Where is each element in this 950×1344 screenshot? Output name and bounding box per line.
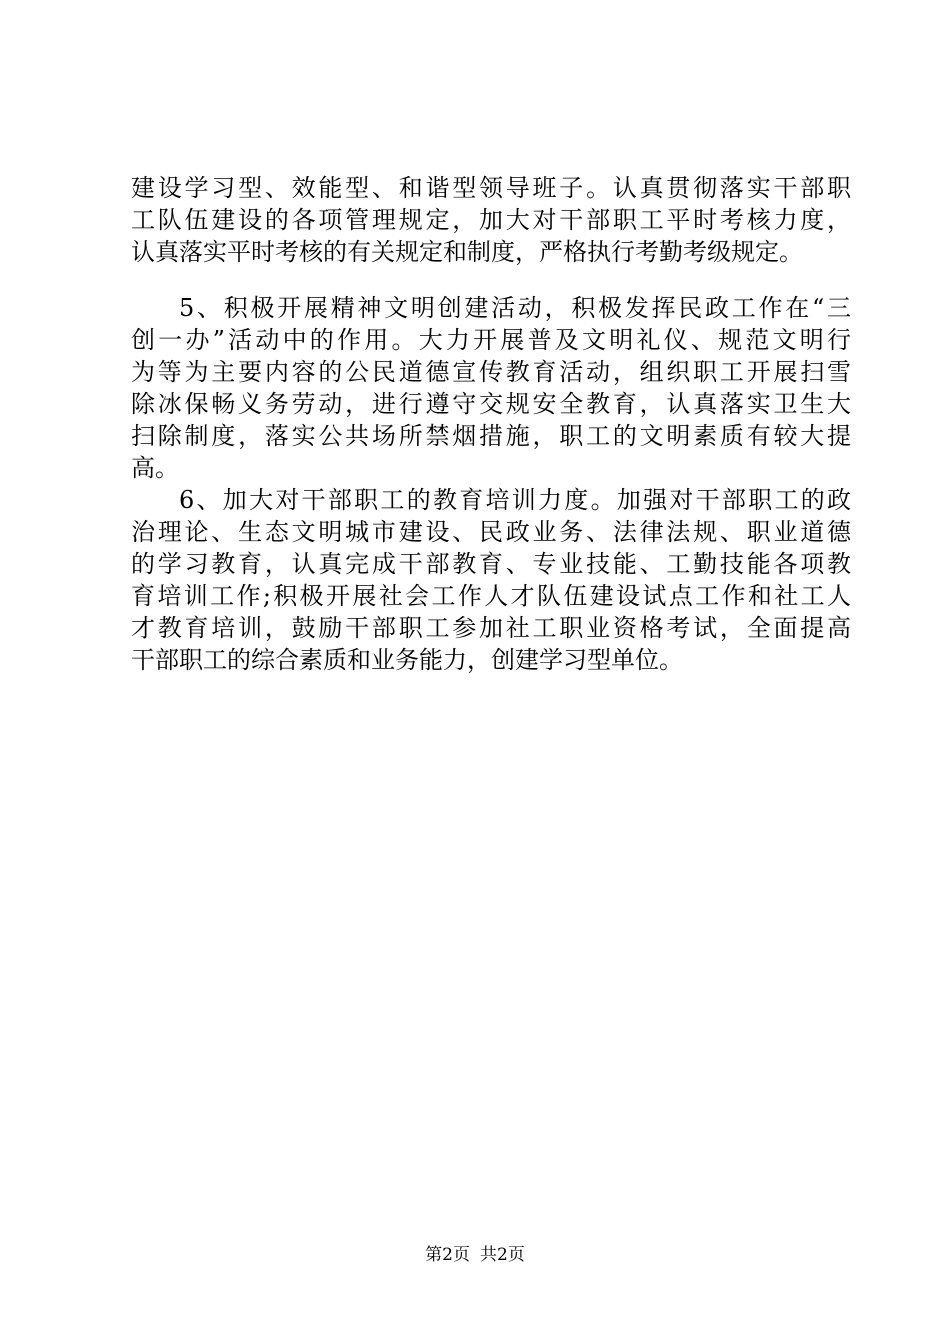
paragraph-1 [131,172,851,268]
document-body [131,172,851,676]
text-line: 6、加大对干部职工的教育培训力度。加强对干部职工的政 [179,486,851,514]
text-line: 认真落实平时考核的有关规定和制度，严格执行考勤考级规定。 [131,238,803,266]
page-number: 第2页 [425,1245,470,1265]
text-line: 除冰保畅义务劳动，进行遵守交规安全教育，认真落实卫生大 [131,390,851,418]
paragraph-spacer [131,268,851,292]
text-line: 为等为主要内容的公民道德宣传教育活动，组织职工开展扫雪 [131,358,851,386]
text-line: 建设学习型、效能型、和谐型领导班子。认真贯彻落实干部职 [131,174,851,202]
page-total: 共2页 [480,1245,525,1265]
text-line: 治理论、生态文明城市建设、民政业务、法律法规、职业道德 [131,518,851,546]
text-line: 工队伍建设的各项管理规定，加大对干部职工平时考核力度， [131,206,851,234]
text-line: 扫除制度，落实公共场所禁烟措施，职工的文明素质有较大提 [131,422,851,450]
text-line: 的学习教育，认真完成干部教育、专业技能、工勤技能各项教 [131,550,851,578]
text-line: 育培训工作;积极开展社会工作人才队伍建设试点工作和社工人 [131,582,851,610]
text-line: 5、积极开展精神文明创建活动，积极发挥民政工作在“三 [179,294,851,322]
page-footer [0,1244,950,1266]
paragraph-3 [131,484,851,676]
text-line: 干部职工的综合素质和业务能力，创建学习型单位。 [131,646,683,674]
paragraph-2 [131,292,851,484]
text-line: 才教育培训，鼓励干部职工参加社工职业资格考试，全面提高 [131,614,851,642]
text-line: 高。 [131,454,179,482]
text-line: 创一办”活动中的作用。大力开展普及文明礼仪、规范文明行 [131,326,851,354]
